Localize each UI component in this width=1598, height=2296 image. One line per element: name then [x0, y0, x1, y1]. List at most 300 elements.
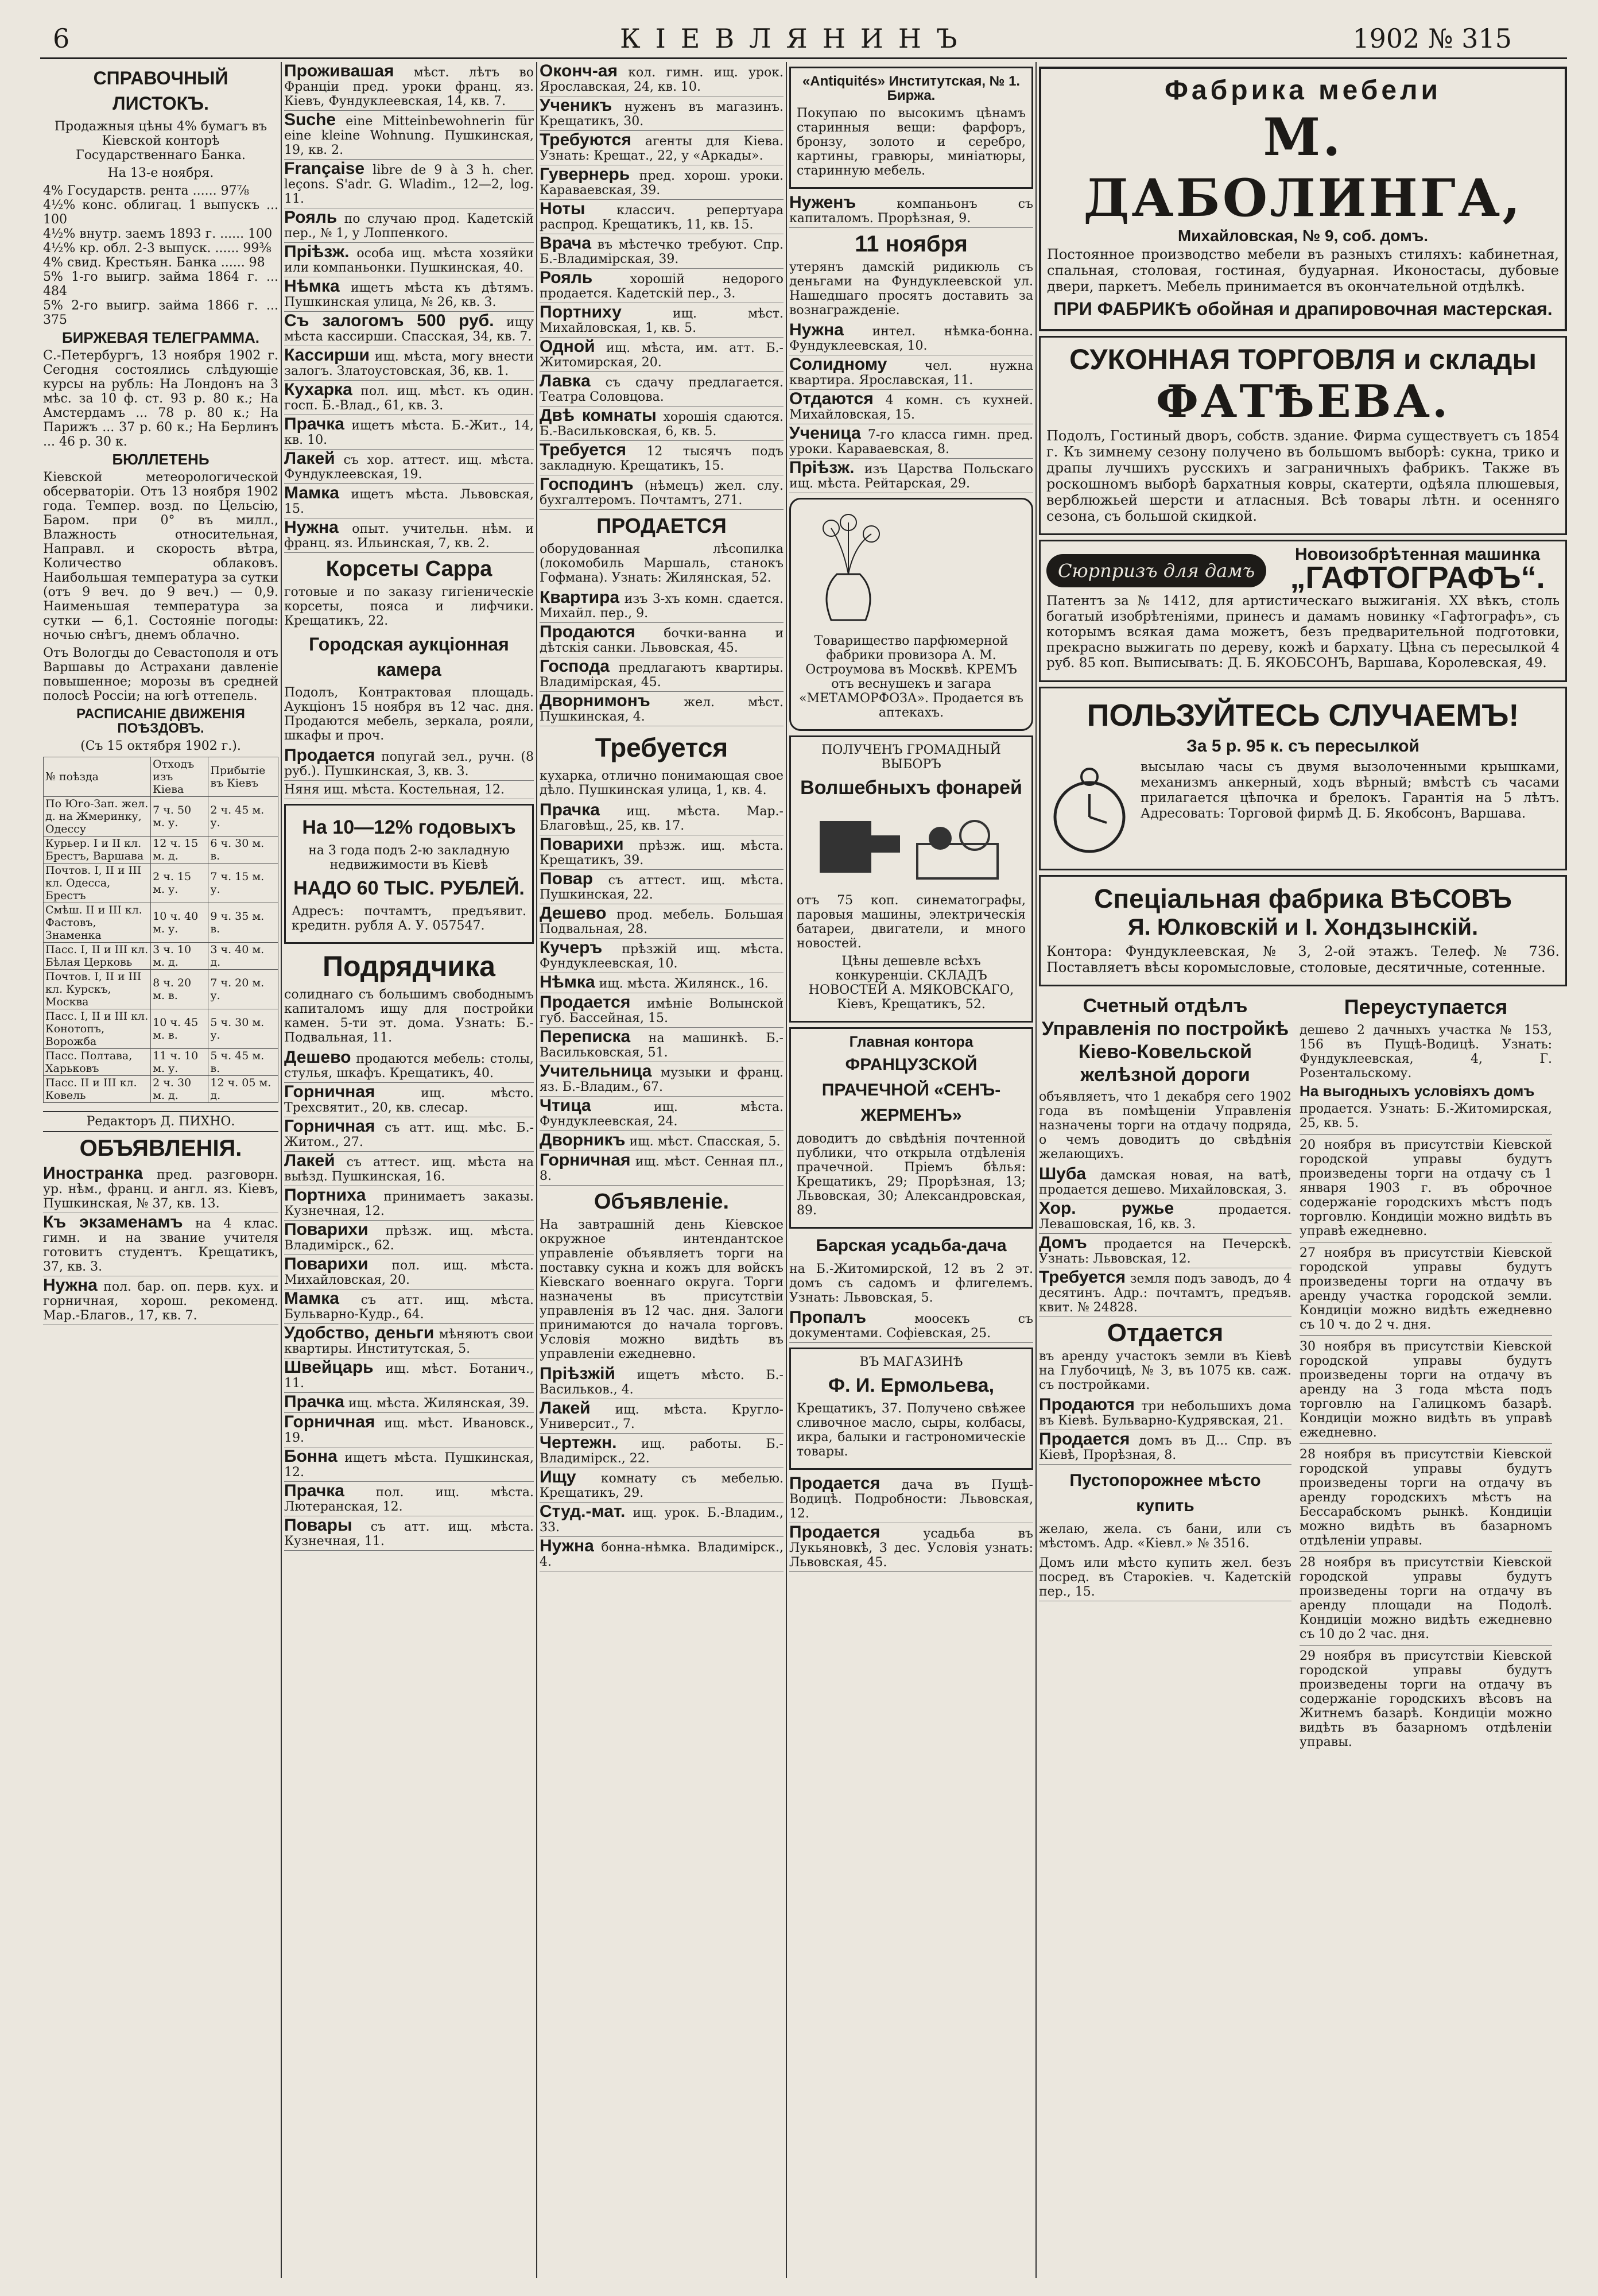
lower-left-column: [1039, 991, 1291, 1753]
loan-amount: НАДО 60 ТЫС. РУБЛЕЙ.: [293, 877, 525, 899]
auction-body: Подолъ, Контрактовая площадь. Аукціонъ 15 ноября въ 12 час. дня. Продаются мебель, зеркала, рояли, шкафы и проч.: [284, 686, 534, 743]
classified-ad: [540, 406, 784, 441]
ad-text: хорошія сдаются. Б.-Васильковская, 6, кв. 5.: [540, 410, 784, 439]
table-cell: 5 ч. 45 м. в.: [208, 1049, 278, 1076]
ad-headword: Пріѣзжій: [540, 1364, 615, 1383]
ad-text: дача въ Пущѣ-Водицѣ. Подробности: Львовская, 12.: [789, 1478, 1033, 1521]
ad-text: ищ. мѣст. Ботанич., 11.: [284, 1362, 534, 1391]
ad-headword: Нуженъ: [789, 193, 856, 212]
laundry-top: Главная контора: [849, 1033, 973, 1050]
ad-text: ищетъ мѣста къ дѣтямъ. Пушкинская улица, № 26, кв. 3.: [284, 281, 534, 309]
ad-headword: Продается: [284, 746, 375, 765]
ad-text: eine Mitteinbewohnerin für eine kleine Wohnung. Пушкинская, 19, кв. 2.: [284, 114, 534, 157]
classified-ad: [540, 939, 784, 973]
schedule-title: РАСПИСАНІЕ ДВИЖЕНІЯ ПОѢЗДОВЪ.: [76, 706, 245, 736]
table-cell: 2 ч. 30 м. д.: [151, 1076, 208, 1103]
table-cell: Смѣш. II и III кл. Фастовъ, Знаменка: [44, 903, 151, 943]
ad-headword: Продаются: [540, 622, 635, 641]
lantern-ad: [789, 735, 1033, 1023]
ad-headword: Гувернерь: [540, 165, 630, 184]
ad-text: три небольшихъ дома въ Кіевѣ. Бульварно-Кудрявская, 21.: [1039, 1399, 1291, 1428]
table-cell: 3 ч. 10 м. д.: [151, 943, 208, 970]
ad-text: ищ. урок. Б.-Владим., 33.: [540, 1506, 784, 1535]
ad-text: хорошій недорого продается. Кадетскій пер., 3.: [540, 272, 784, 301]
ad-headword: Française: [284, 159, 365, 178]
page-number: 6: [53, 23, 70, 54]
classified-ad: [43, 1213, 278, 1276]
classified-ad: [284, 1447, 534, 1482]
classified-ad: [43, 1276, 278, 1325]
ad-headword: Швейцарь: [284, 1358, 374, 1377]
ad-text: опыт. учительн. нѣм. и франц. яз. Ильинская, 7, кв. 2.: [284, 522, 534, 551]
ad-headword: Ноты: [540, 199, 585, 218]
classified-ad: [540, 441, 784, 475]
laundry-body: доводитъ до свѣдѣнія почтенной публики, что открыла отдѣленія прачечной. Пріемъ бѣлья: Крещатикъ, 29; Прорѣзная, 13; Львовская, 30; Александровская, 89.: [797, 1132, 1026, 1218]
cloth-body: Подолъ, Гостиный дворъ, собств. здание. Фирма существуетъ съ 1854 г. Къ зимнему сезону получено въ большомъ выборѣ: сукна, трико и драпы лучшихъ русскихъ и заграничныхъ фабрикъ. Также въ роскошномъ выборѣ бархатныя ковры, скатерти, одѣяла плюшевыя, верблюжьей шерсти и атласныя. Всѣ товары лѣтн. и осенняго сезона, съ большой скидкой.: [1046, 428, 1560, 524]
classified-ad: [540, 1151, 784, 1186]
ad-headword: Двѣ комнаты: [540, 406, 657, 425]
ad-text: особа ищ. мѣста хозяйки или компаньонки. Пушкинская, 40.: [284, 246, 534, 275]
table-cell: Почтов. I, II и III кл. Одесса, Брестъ: [44, 864, 151, 903]
ad-headword: Продаются: [1039, 1395, 1135, 1414]
gaftograph-title: „ГАФТОГРАФЪ“.: [1290, 560, 1545, 595]
council-notice: 20 ноября въ присутствіи Кіевской городской управы будутъ произведены торги на отдачу съ 1 января 1903 г. въ оброчное содержаніе городскихъ мѣстъ подъ торговлю. Кондиціи можно видѣть въ управѣ ежедневно.: [1300, 1134, 1552, 1238]
classified-ad: [284, 62, 534, 111]
council-notice: 28 ноября въ присутствіи Кіевской городской управы будутъ произведены торги на отдачу въ аренду городскихъ мѣстъ на Бессарабскомъ рынкѣ. Кондиціи можно видѣть въ базарномъ отдѣленіи управы.: [1300, 1443, 1552, 1548]
classified-ad: [540, 131, 784, 165]
ad-headword: Поварихи: [540, 835, 624, 854]
ad-headword: Шуба: [1039, 1164, 1087, 1183]
cloth-title: СУКОННАЯ ТОРГОВЛЯ и склады: [1069, 343, 1537, 375]
classified-ad: [1039, 1396, 1291, 1430]
ad-headword: Горничная: [284, 1412, 375, 1431]
table-cell: 5 ч. 30 м. у.: [208, 1009, 278, 1049]
classified-ad: Няня ищ. мѣста. Костельная, 12.: [284, 781, 534, 799]
classified-ad: [540, 1131, 784, 1151]
ad-text: ищ. мѣст. Спасская, 5.: [629, 1135, 781, 1149]
ad-text: съ аттест. ищ. мѣста. Пушкинская, 22.: [540, 873, 784, 902]
table-cell: 10 ч. 40 м. у.: [151, 903, 208, 943]
classified-ad: [284, 1083, 534, 1117]
classified-ad: [540, 1365, 784, 1399]
council-notice: 27 ноября въ присутствіи Кіевской городской управы будутъ произведены торги на отдачу въ аренду участка городской земли. Кондиціи можно видѣть ежедневно съ 10 ч. до 2 ч. дня.: [1300, 1242, 1552, 1332]
ad-text: пол. ищ. мѣста. Лютеранская, 12.: [284, 1485, 534, 1514]
scales-name: Я. Юлковскій и І. Хондзынскій.: [1127, 915, 1479, 940]
ad-text: съ аттест. ищ. мѣста на выѣзд. Пушкинская, 16.: [284, 1155, 534, 1184]
table-cell: 9 ч. 35 м. в.: [208, 903, 278, 943]
table-row: [44, 1009, 278, 1049]
classified-ad: [284, 346, 534, 381]
loan-ad: [284, 804, 534, 944]
railway-body: объявляетъ, что 1 декабря сего 1902 года въ помѣщеніи Управленія назначены торги на отдачу подряда, о чемъ доводитъ до свѣдѣнія желающихъ.: [1039, 1090, 1291, 1161]
classified-ad: [284, 518, 534, 553]
ad-headword: Кучеръ: [540, 938, 603, 957]
ad-headword: Дворнимонъ: [540, 691, 650, 710]
table-cell: 12 ч. 05 м. д.: [208, 1076, 278, 1103]
ad-headword: Ищу: [540, 1468, 576, 1486]
shop-title: Ф. И. Ермольева,: [828, 1374, 995, 1396]
ad-headword: Хор. ружье: [1039, 1199, 1174, 1218]
ad-headword: Лакей: [284, 449, 335, 468]
classified-ad: [284, 484, 534, 518]
council-notice: 30 ноября въ присутствіи Кіевской городской управы будутъ произведены торги на отдачу въ аренду на 3 года мѣста подъ торговлю на Галицкомъ базарѣ. Кондиціи можно видѣть въ управѣ ежедневно.: [1300, 1335, 1552, 1440]
ad-headword: Портниху: [540, 303, 622, 322]
rate-row: 4½% кр. обл. 2-3 выпуск. ...... 99⅜: [43, 241, 271, 255]
ad-text: ищ. мѣста, им. атт. Б.-Житомирская, 20.: [540, 341, 784, 370]
furniture-body: Постоянное производство мебели въ разныхъ стиляхъ: кабинетная, спальная, столовая, гостиная, будуарная. Иконостасы, дубовые двери, паркетъ. Мебель принимается въ окончательной отдѣлкѣ.: [1047, 246, 1559, 295]
classified-ad: [284, 312, 534, 346]
classified-ad: [540, 973, 784, 993]
ad-text: съ хор. аттест. ищ. мѣста. Фундуклеевская, 19.: [284, 453, 534, 482]
ad-headword: Чертежн.: [540, 1433, 617, 1452]
transfer-body: дешево 2 дачныхъ участка № 153, 156 въ Пущѣ-Водицѣ. Узнать: Фундуклеевская, 4, Г. Розентальскому.: [1300, 1023, 1552, 1081]
ad-headword: Отдаются: [789, 389, 874, 408]
ad-text: ищетъ мѣсто. Б.-Васильков., 4.: [540, 1368, 784, 1397]
classified-ad: [540, 1468, 784, 1503]
classified-ad: [540, 623, 784, 657]
gaftograph-badge: Сюрпризъ для дамъ: [1046, 554, 1266, 587]
table-row: [44, 1049, 278, 1076]
gaftograph-heading: [1275, 547, 1560, 594]
ad-text: на 4 клас. гимн. и на звание учителя готовитъ студентъ. Крещатикъ, 37, кв. 3.: [43, 1217, 278, 1274]
ad-text: пред. разговорн. ур. нѣм., франц. и англ. яз. Кіевъ, Пушкинская, № 37, кв. 13.: [43, 1168, 278, 1211]
cloth-ad: [1039, 336, 1567, 535]
table-cell: 8 ч. 20 м. в.: [151, 970, 208, 1009]
classified-ad: [284, 160, 534, 208]
ad-text: интел. нѣмка-бонна. Фундуклеевская, 10.: [789, 324, 1033, 353]
table-row: [44, 943, 278, 970]
classified-ad: [540, 835, 784, 870]
classified-ad: [540, 993, 784, 1028]
table-row: [44, 1076, 278, 1103]
corset-body: готовые и по заказу гигіеническіе корсеты, пояса и лифчики. Крещатикъ, 22.: [284, 585, 534, 628]
classified-ad: [284, 1117, 534, 1152]
ad-text: ищ. мѣсто. Трехсвятит., 20, кв. слесар.: [284, 1086, 534, 1115]
column-divider: [1035, 62, 1037, 2278]
classified-ad: [540, 870, 784, 904]
classified-ad: [1039, 1199, 1291, 1234]
ad-headword: Удобство, деньги: [284, 1323, 435, 1342]
estate-title: Барская усадьба-дача: [816, 1236, 1007, 1255]
column-1: [43, 62, 278, 2278]
table-cell: Пасс. II и III кл. Ковель: [44, 1076, 151, 1103]
laundry-title: ФРАНЦУЗСКОЙ ПРАЧЕЧНОЙ «СЕНЪ-ЖЕРМЕНЪ»: [821, 1055, 1001, 1125]
classified-ad: [1039, 1165, 1291, 1199]
shop-top: ВЪ МАГАЗИНѢ: [859, 1355, 963, 1369]
rate-row: 4% свид. Крестьян. Банка ...... 98: [43, 255, 265, 270]
loan-note: Адресъ: почтамтъ, предъявит. кредитн. рубля А. У. 057547.: [292, 904, 526, 933]
table-cell: По Юго-Зап. жел. д. на Жмеринку, Одессу: [44, 797, 151, 837]
schedule-subtitle: (Съ 15 октября 1902 г.).: [80, 739, 241, 753]
ad-text: бочки-ванна и дѣтскія санки. Львовская, 45.: [540, 626, 784, 655]
ad-headword: Одной: [540, 337, 595, 356]
ad-headword: Рояль: [284, 208, 338, 227]
table-header-cell: Отходъ изъ Кіева: [151, 757, 208, 797]
column-divider: [536, 62, 537, 2278]
magic-lantern-illustration: [802, 804, 1021, 890]
classified-ad: [284, 1482, 534, 1516]
classified-ad: [540, 165, 784, 200]
ad-headword: Нѣмка: [540, 973, 595, 992]
classified-ad: [284, 1393, 534, 1413]
table-cell: 11 ч. 10 м. у.: [151, 1049, 208, 1076]
antiques-title: «Antiquités» Институтская, № 1. Биржа.: [802, 73, 1021, 103]
ad-headword: Требуются: [540, 130, 631, 149]
ad-text: ищ. мѣста. Жилянск., 16.: [599, 977, 769, 991]
house-title: На выгодныхъ условіяхъ домъ: [1300, 1082, 1535, 1099]
ad-headword: Портниха: [284, 1186, 366, 1205]
classified-ad: [284, 1152, 534, 1186]
ad-headword: Горничная: [284, 1082, 375, 1101]
notice-title: Объявленіе.: [594, 1190, 730, 1214]
watch-content: [1046, 760, 1560, 863]
ad-headword: Лавка: [540, 371, 591, 390]
column-4: [789, 62, 1033, 2278]
ad-text: земля подъ заводъ, до 4 десятинъ. Адр.: почтамтъ, предъяв. квит. № 24828.: [1039, 1272, 1291, 1315]
lower-right-column: [1300, 991, 1552, 1753]
furniture-ad: [1039, 67, 1567, 331]
classified-ad: [540, 1537, 784, 1571]
ad-headword: Оконч-ая: [540, 62, 618, 80]
classified-ad: [540, 269, 784, 303]
classified-ad: [540, 1097, 784, 1131]
lease-body: въ аренду участокъ земли въ Кіевѣ на Глубочицѣ, № 3, въ 1075 кв. саж. съ постройками.: [1039, 1349, 1291, 1392]
classified-ad: [540, 372, 784, 406]
table-row: [44, 837, 278, 864]
classified-ad: [284, 1358, 534, 1393]
ad-headword: Повар: [540, 869, 593, 888]
lantern-title: Волшебныхъ фонарей: [800, 777, 1022, 799]
table-cell: Почтов. I, II и III кл. Курскъ, Москва: [44, 970, 151, 1009]
ad-text: предлагаютъ квартиры. Владимірская, 45.: [540, 661, 784, 690]
classified-ad: [1039, 1268, 1291, 1317]
ad-text: моосекъ съ документами. Софіевская, 25.: [789, 1312, 1033, 1341]
classified-ad: [540, 1503, 784, 1537]
loan-title: На 10—12% годовыхъ: [302, 816, 516, 838]
table-cell: 7 ч. 20 м. у.: [208, 970, 278, 1009]
table-row: [44, 797, 278, 837]
ad-headword: Съ залогомъ 500 руб.: [284, 311, 494, 330]
watch-subtitle: За 5 р. 95 к. съ пересылкой: [1186, 737, 1419, 756]
classified-ad: [540, 96, 784, 131]
ad-text: съ сдачу предлагается. Театра Соловцова.: [540, 375, 784, 404]
perfume-ad: [789, 498, 1033, 731]
ad-text: попугай зел., ручн. (8 руб.). Пушкинская, 3, кв. 3.: [284, 750, 534, 779]
ad-headword: Врача: [540, 234, 592, 253]
classified-ad: [540, 801, 784, 835]
auction-title: Городская аукціонная камера: [309, 634, 509, 680]
classified-ad: [284, 208, 534, 243]
classified-ad: Домъ или мѣсто купить жел. безъ посред. въ Старокіев. ч. Кадетскій пер., 15.: [1039, 1554, 1291, 1601]
rate-row: 5% 1-го выигр. займа 1864 г. ... 484: [43, 270, 278, 299]
classified-ad: [284, 1413, 534, 1447]
table-cell: 10 ч. 45 м. в.: [151, 1009, 208, 1049]
ad-headword: Квартира: [540, 588, 620, 607]
classified-ad: [43, 1164, 278, 1213]
ad-text: компаньонъ съ капиталомъ. Прорѣзная, 9.: [789, 197, 1033, 226]
ad-headword: Нужна: [284, 518, 339, 537]
ad-headword: Прачка: [284, 415, 344, 433]
ad-headword: Нужна: [789, 320, 844, 339]
ad-headword: Дешево: [284, 1048, 351, 1067]
bulletin-title: БЮЛЛЕТЕНЬ: [112, 451, 210, 468]
loan-text: на 3 года подъ 2-ю закладную недвижимости въ Кіевѣ: [308, 843, 510, 872]
cloth-name: ФАТѢЕВА.: [1155, 375, 1450, 428]
ad-text: пол. бар. оп. перв. кух. и горничная, хорош. рекоменд. Мар.-Благов., 17, кв. 7.: [43, 1280, 278, 1323]
lantern-body: отъ 75 коп. синематографы, паровыя машины, электрическія батареи, двигатели, и много новостей.: [797, 893, 1026, 951]
ad-text: изъ Царства Польскаго ищ. мѣста. Рейтарская, 29.: [789, 462, 1033, 491]
ad-headword: Лакей: [540, 1399, 591, 1418]
rate-list: [43, 184, 278, 327]
classified-ad: [789, 355, 1033, 390]
classified-ad: [284, 746, 534, 781]
editor-line: Редакторъ Д. ПИХНО.: [43, 1111, 278, 1132]
classified-ad: [284, 1221, 534, 1255]
gaftograph-header: [1046, 547, 1560, 594]
table-cell: 2 ч. 15 м. у.: [151, 864, 208, 903]
train-schedule-table: [43, 757, 278, 1103]
newspaper-title: КІЕВЛЯНИНЪ: [620, 23, 972, 54]
ad-headword: Переписка: [540, 1027, 631, 1046]
table-row: [44, 903, 278, 943]
classified-ad: [540, 657, 784, 692]
ad-text: домъ въ Д... Спр. въ Кіевѣ, Прорѣзная, 8.: [1039, 1434, 1292, 1462]
ad-text: ищ. мѣст. Ивановск., 19.: [284, 1416, 534, 1445]
railway-title: Счетный отдѣлъ Управленія по постройкѣ Кіево-Ковельской желѣзной дороги: [1041, 995, 1289, 1086]
ad-text: на машинкѣ. Б.-Васильковская, 51.: [540, 1031, 784, 1060]
lot-title: Пустопорожнее мѣсто купить: [1069, 1471, 1261, 1515]
rate-row: 4½% внутр. заемъ 1893 г. ...... 100: [43, 227, 273, 241]
rate-row: 4½% конс. облигац. 1 выпускъ ... 100: [43, 198, 278, 227]
furniture-name: М. ДАБОЛИНГА,: [1083, 107, 1523, 229]
sale-body: оборудованная лѣсопилка (локомобиль Маршаль, станокъ Гофмана). Узнать: Жилянская, 52.: [540, 542, 784, 585]
classified-ad: [540, 1399, 784, 1434]
classified-ad: [284, 1516, 534, 1551]
classified-ad: [540, 692, 784, 726]
lot-body: желаю, жела. съ бани, или съ мѣстомъ. Адр. «Кіевл.» № 3516.: [1039, 1522, 1291, 1551]
ad-text: ищетъ мѣста. Б.-Жит., 14, кв. 10.: [284, 419, 534, 447]
ad-text: съ атт. ищ. мѣста. Бульварно-Кудр., 64.: [284, 1293, 534, 1322]
corset-title: Корсеты Сарра: [325, 557, 492, 581]
ad-headword: Продается: [789, 1523, 881, 1542]
classified-ad: [284, 1290, 534, 1324]
ad-text: съ атт. ищ. мѣста. Кузнечная, 11.: [284, 1520, 534, 1548]
ad-text: пол. ищ. мѣста. Михайловская, 20.: [284, 1259, 534, 1287]
reference-subtitle: Продажныя цѣны 4% бумагъ въ Кіевской конторѣ Государственнаго Банка.: [54, 119, 267, 162]
shop-body: Крещатикъ, 37. Получено свѣжее сливочное масло, сыры, колбасы, икра, балыки и гастрономическіе товары.: [797, 1401, 1026, 1459]
gaftograph-body: Патентъ за № 1412, для артистическаго выжиганія. XX вѣкъ, столь богатый изобрѣтеніями, принесъ и дамамъ новинку «Гафтографъ», съ которымъ всякая дама можетъ, безъ предварительной подготовки, прекрасно выжигать по дереву, кожѣ и бархату. Цѣна съ пересылкой 4 руб. 85 коп. Выписывать: Д. Б. ЯКОБСОНЪ, Варшава, Королевская, 49.: [1046, 594, 1560, 671]
scales-body: Контора: Фундуклеевская, № 3, 2-ой этажъ. Телеф. № 736. Поставляетъ вѣсы коромысловые, столовые, десятичные, сотенные.: [1046, 943, 1560, 975]
ad-headword: Требуется: [540, 440, 626, 459]
ad-headword: Пріѣзж.: [284, 242, 350, 261]
issue-number: 1902 № 315: [1352, 23, 1512, 54]
classified-ad: [540, 1434, 784, 1468]
classified-ad: [284, 381, 534, 415]
ad-text: дамская новая, на ватѣ, продается дешево. Михайловская, 3.: [1039, 1168, 1291, 1197]
ad-headword: Чтица: [540, 1096, 591, 1115]
watch-title: ПОЛЬЗУЙТЕСЬ СЛУЧАЕМЪ!: [1087, 698, 1519, 733]
classified-ad: [540, 1062, 784, 1097]
ad-headword: Мамка: [284, 483, 339, 502]
ad-text: продается. Левашовская, 16, кв. 3.: [1039, 1203, 1292, 1232]
ad-headword: Иностранка: [43, 1164, 143, 1183]
classified-ad: [284, 111, 534, 160]
ad-text: ищ. мѣст. Сенная пл., 8.: [540, 1155, 784, 1183]
ad-text: 7-го класса гимн. пред. уроки. Караваевская, 8.: [789, 428, 1033, 456]
classified-ad: [789, 459, 1033, 493]
ad-text: кол. гимн. ищ. урок. Ярославская, 24, кв. 10.: [540, 65, 784, 94]
ad-text: прод. мебель. Большая Подвальная, 28.: [540, 908, 784, 936]
bulletin-body: Кіевской метеорологической обсерваторіи. Отъ 13 ноября 1902 года. Темпер. возд. по Цельсію, Баром. при 0° въ милл., Влажность относительная, Направл. и скорость вѣтра, Количество облаковъ. Наибольшая температура за сутки (отъ 9 веч. до 9 веч.) — 0,9. Наименьшая температура за сутки — 6,1. Состояніе погоды: ночью снѣгъ, днемъ облачно.: [43, 470, 278, 642]
ad-text: жел. мѣст. Пушкинская, 4.: [540, 695, 784, 724]
classified-ad: [540, 475, 784, 510]
ad-headword: Господинъ: [540, 475, 634, 494]
ad-text: ищ. мѣста. Кругло-Университ., 7.: [540, 1403, 784, 1431]
header-rule: [40, 57, 1567, 59]
ad-text: съ атт. ищ. мѣс. Б.-Житом., 27.: [284, 1121, 534, 1149]
ad-headword: Мамка: [284, 1289, 339, 1308]
classified-ad: [540, 234, 784, 269]
ad-text: (нѣмецъ) жел. слу. бухгалтеромъ. Почтамтъ, 271.: [540, 479, 784, 508]
ad-headword: Продается: [789, 1474, 881, 1493]
ad-headword: Учительница: [540, 1062, 652, 1081]
furniture-address: Михайловская, № 9, соб. домъ.: [1177, 227, 1429, 245]
ad-headword: Нужна: [43, 1276, 98, 1295]
ad-text: ищ. работы. Б.-Владимірск., 22.: [540, 1437, 784, 1466]
ad-headword: Дворникъ: [540, 1130, 626, 1149]
ad-text: прѣзж. ищ. мѣста. Крещатикъ, 39.: [540, 839, 784, 868]
ad-headword: Пропалъ: [789, 1308, 866, 1327]
table-cell: 12 ч. 15 м. д.: [151, 837, 208, 864]
ad-headword: Нѣмка: [284, 277, 340, 296]
table-row: [44, 864, 278, 903]
ad-text: ищетъ мѣста. Львовская, 15.: [284, 487, 534, 516]
ad-text: прѣзж. ищ. мѣста. Владимірск., 62.: [284, 1224, 534, 1253]
furniture-bottom: ПРИ ФАБРИКѢ обойная и драпировочная мастерская.: [1053, 299, 1553, 319]
weather-notes: Отъ Вологды до Севастополя и отъ Варшавы до Астрахани давленіе повышенное; морозы въ средней полосѣ Россіи; на югѣ оттепель.: [43, 646, 278, 703]
classified-ad: [284, 243, 534, 277]
ad-headword: Пріѣзж.: [789, 458, 855, 477]
lost-date-title: 11 ноября: [855, 231, 968, 257]
classified-ad: [789, 193, 1033, 228]
notice-body: На завтрашній день Кіевское окружное интендантское управленіе объявляетъ торги на поставку сукна и кожъ для войскъ Кіевскаго военнаго округа. Торги назначены въ присутствіи управленія въ 12 час. дня. Залоги принимаются до начала торговъ. Условія можно видѣть въ управленіи ежедневно.: [540, 1218, 784, 1361]
ad-text: пол. ищ. мѣст. къ один. госп. Б.-Влад., 61, кв. 3.: [284, 384, 534, 413]
ad-headword: Ученикъ: [540, 96, 612, 115]
sale-title: ПРОДАЕТСЯ: [596, 514, 727, 537]
ad-headword: Поварихи: [284, 1220, 369, 1239]
contractor-body: солиднаго съ большимъ свободнымъ капиталомъ ищу для постройки камен. 5-ти эт. дома. Узнать: Б.-Подвальная, 11.: [284, 988, 534, 1045]
ad-headword: Продается: [540, 993, 631, 1012]
laundry-ad: [789, 1027, 1033, 1229]
table-header-cell: № поѣзда: [44, 757, 151, 797]
council-notice: 29 ноября въ присутствіи Кіевской городской управы будутъ произведены торги на отдачу въ содержаніе городскихъ вѣсовъ на Житнемъ базарѣ. Кондиціи можно видѣть въ базарномъ отдѣленіи управы.: [1300, 1645, 1552, 1749]
ad-text: музыки и франц. яз. Б.-Владим., 67.: [540, 1066, 784, 1094]
classified-ad: [284, 1048, 534, 1083]
pocket-watch-icon: [1046, 760, 1132, 863]
ad-headword: Кассирши: [284, 346, 370, 365]
table-cell: Пасс. Полтава, Харьковъ: [44, 1049, 151, 1076]
ad-headword: Проживашая: [284, 62, 394, 80]
classified-ad: [540, 338, 784, 372]
ad-text: продается на Печерскѣ. Узнать: Львовская, 12.: [1039, 1237, 1291, 1266]
ad-headword: Къ экзаменамъ: [43, 1213, 183, 1232]
classified-ad: [540, 303, 784, 338]
ad-text: 12 тысячъ подъ закладную. Крещатикъ, 15.: [540, 444, 784, 473]
flower-vase-illustration: [797, 511, 900, 626]
ad-text: ищ. мѣст. Михайловская, 1, кв. 5.: [540, 307, 784, 335]
classified-ad: [1039, 1430, 1291, 1465]
ad-headword: Кухарка: [284, 380, 352, 399]
